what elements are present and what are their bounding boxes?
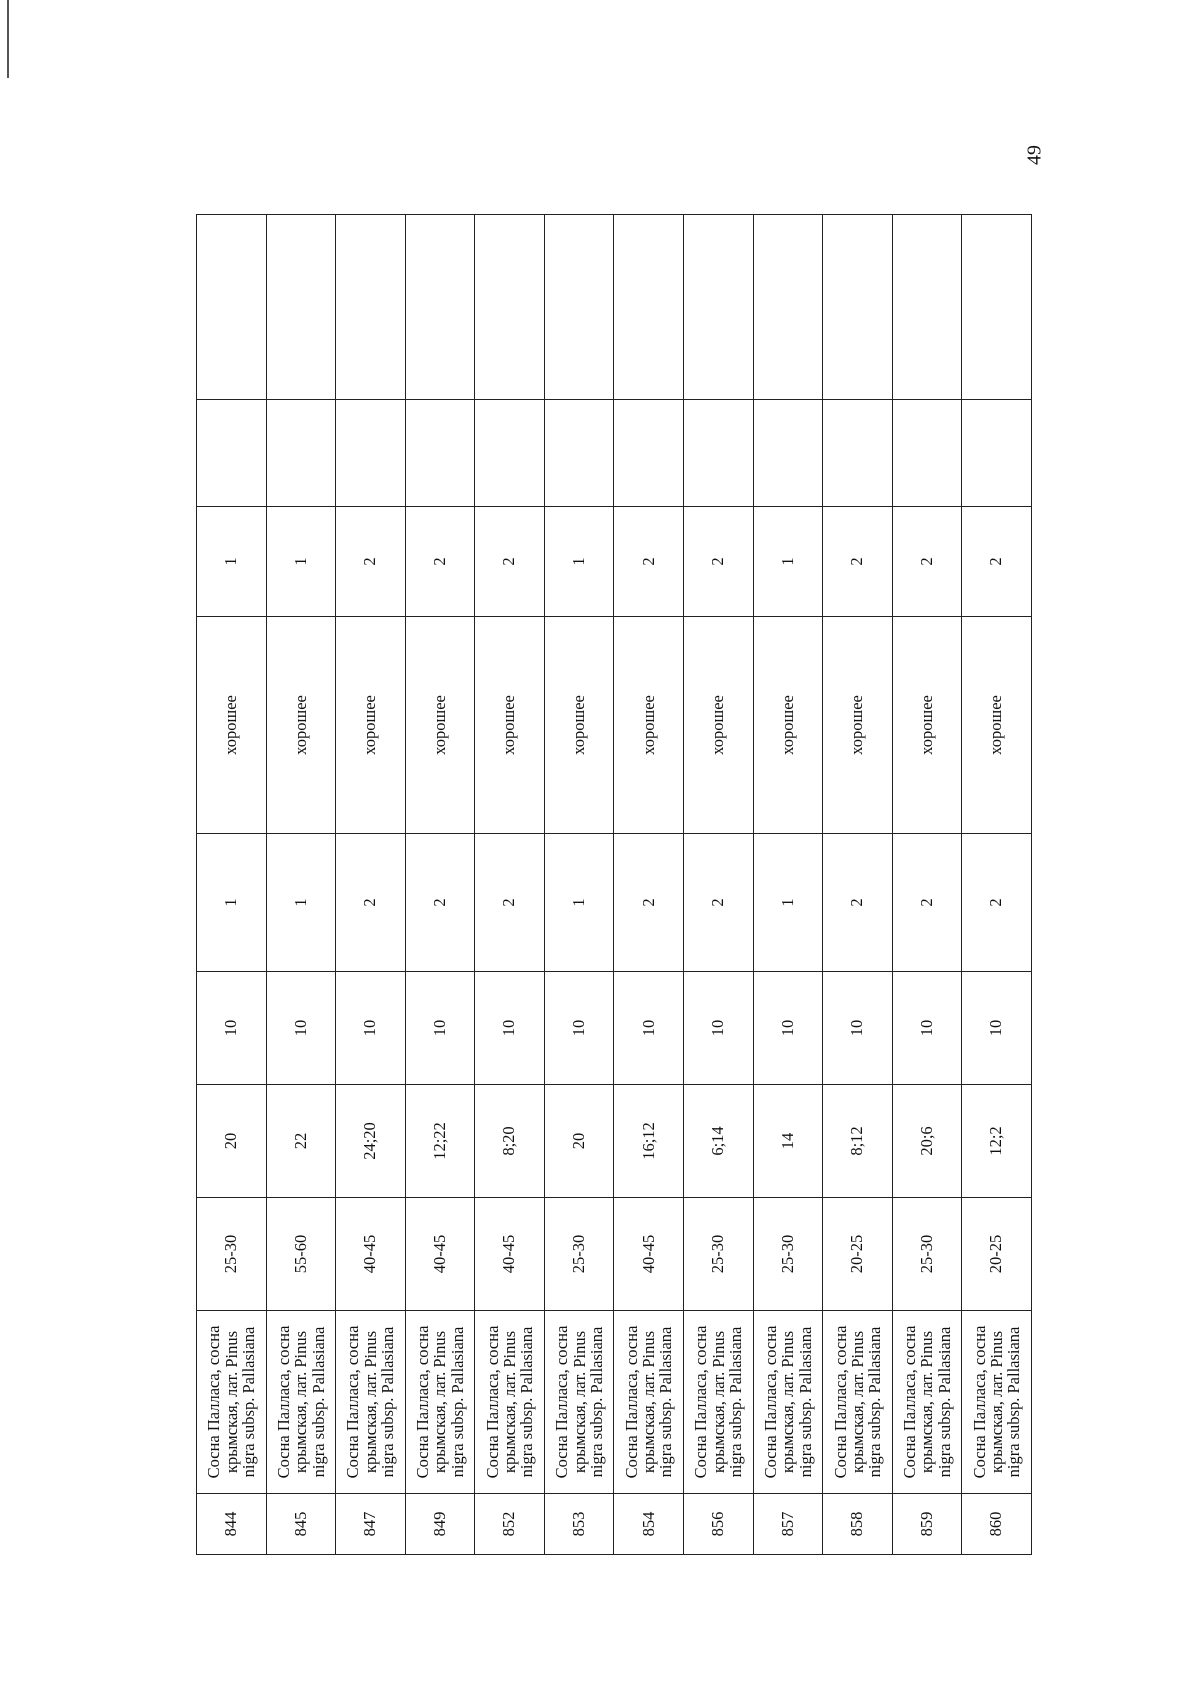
condition-cell: хорошее [336,617,406,834]
condition-cell: хорошее [544,617,614,834]
empty-cell [753,400,823,507]
scan-edge-mark [7,0,9,78]
diameter-cell: 14 [753,1085,823,1198]
count-cell: 2 [405,834,475,972]
empty-cell [684,400,754,507]
tree-number-cell: 853 [544,1494,614,1555]
empty-cell [962,400,1032,507]
count-secondary-cell: 2 [962,507,1032,617]
count-secondary-cell: 2 [336,507,406,617]
condition-cell: хорошее [823,617,893,834]
count-cell: 1 [266,834,336,972]
species-cell: Сосна Паллаcа, сосна крымская, лат. Pinus nigra subsp. Pallasiana [405,1311,475,1494]
count-secondary-cell: 2 [823,507,893,617]
empty-cell [266,400,336,507]
age-cell: 25-30 [684,1198,754,1311]
empty-cell [544,400,614,507]
table-row [197,215,267,1555]
diameter-cell: 24;20 [336,1085,406,1198]
table-row [892,215,962,1555]
empty-cell [475,215,545,400]
empty-cell [753,215,823,400]
empty-cell [892,400,962,507]
empty-cell [614,215,684,400]
diameter-cell: 8;20 [475,1085,545,1198]
age-cell: 40-45 [614,1198,684,1311]
diameter-cell: 12;22 [405,1085,475,1198]
tree-number-cell: 857 [753,1494,823,1555]
table-row [475,215,545,1555]
species-cell: Сосна Паллаcа, сосна крымская, лат. Pinus nigra subsp. Pallasiana [823,1311,893,1494]
age-cell: 25-30 [544,1198,614,1311]
diameter-cell: 12;2 [962,1085,1032,1198]
condition-cell: хорошее [753,617,823,834]
table-body [197,215,1032,1555]
count-secondary-cell: 1 [544,507,614,617]
count-secondary-cell: 1 [753,507,823,617]
species-cell: Сосна Паллаcа, сосна крымская, лат. Pinus nigra subsp. Pallasiana [197,1311,267,1494]
age-cell: 20-25 [962,1198,1032,1311]
count-cell: 1 [753,834,823,972]
tree-number-cell: 859 [892,1494,962,1555]
tree-number-cell: 858 [823,1494,893,1555]
count-cell: 2 [892,834,962,972]
table-row [962,215,1032,1555]
age-cell: 25-30 [197,1198,267,1311]
count-cell: 2 [962,834,1032,972]
diameter-cell: 6;14 [684,1085,754,1198]
species-cell: Сосна Паллаcа, сосна крымская, лат. Pinus nigra subsp. Pallasiana [892,1311,962,1494]
height-cell: 10 [197,972,267,1085]
count-secondary-cell: 2 [892,507,962,617]
diameter-cell: 20 [197,1085,267,1198]
height-cell: 10 [266,972,336,1085]
count-cell: 1 [197,834,267,972]
tree-number-cell: 849 [405,1494,475,1555]
condition-cell: хорошее [266,617,336,834]
empty-cell [197,400,267,507]
condition-cell: хорошее [197,617,267,834]
condition-cell: хорошее [614,617,684,834]
count-secondary-cell: 2 [405,507,475,617]
empty-cell [405,400,475,507]
species-cell: Сосна Паллаcа, сосна крымская, лат. Pinus nigra subsp. Pallasiana [614,1311,684,1494]
page-number [1025,138,1045,172]
count-cell: 2 [684,834,754,972]
age-cell: 40-45 [336,1198,406,1311]
condition-cell: хорошее [475,617,545,834]
count-secondary-cell: 2 [475,507,545,617]
tree-inventory-table [196,215,1032,1555]
diameter-cell: 8;12 [823,1085,893,1198]
height-cell: 10 [544,972,614,1085]
empty-cell [266,215,336,400]
empty-cell [336,215,406,400]
empty-cell [197,215,267,400]
condition-cell: хорошее [892,617,962,834]
table-row [684,215,754,1555]
tree-number-cell: 847 [336,1494,406,1555]
diameter-cell: 22 [266,1085,336,1198]
species-cell: Сосна Паллаcа, сосна крымская, лат. Pinus nigra subsp. Pallasiana [684,1311,754,1494]
tree-number-cell: 854 [614,1494,684,1555]
table-row [753,215,823,1555]
species-cell: Сосна Паллаcа, сосна крымская, лат. Pinus nigra subsp. Pallasiana [544,1311,614,1494]
height-cell: 10 [614,972,684,1085]
table-row [336,215,406,1555]
species-cell: Сосна Паллаcа, сосна крымская, лат. Pinus nigra subsp. Pallasiana [475,1311,545,1494]
count-secondary-cell: 2 [684,507,754,617]
tree-number-cell: 852 [475,1494,545,1555]
species-cell: Сосна Паллаcа, сосна крымская, лат. Pinus nigra subsp. Pallasiana [266,1311,336,1494]
table-row [614,215,684,1555]
age-cell: 25-30 [753,1198,823,1311]
height-cell: 10 [753,972,823,1085]
species-cell: Сосна Паллаcа, сосна крымская, лат. Pinus nigra subsp. Pallasiana [962,1311,1032,1494]
count-secondary-cell: 1 [266,507,336,617]
height-cell: 10 [823,972,893,1085]
count-cell: 2 [614,834,684,972]
empty-cell [336,400,406,507]
age-cell: 20-25 [823,1198,893,1311]
species-cell: Сосна Паллаcа, сосна крымская, лат. Pinus nigra subsp. Pallasiana [753,1311,823,1494]
empty-cell [892,215,962,400]
height-cell: 10 [962,972,1032,1085]
age-cell: 40-45 [475,1198,545,1311]
empty-cell [475,400,545,507]
table-row [405,215,475,1555]
tree-number-cell: 845 [266,1494,336,1555]
height-cell: 10 [892,972,962,1085]
count-secondary-cell: 2 [614,507,684,617]
height-cell: 10 [684,972,754,1085]
tree-number-cell: 860 [962,1494,1032,1555]
empty-cell [823,215,893,400]
count-cell: 1 [544,834,614,972]
empty-cell [823,400,893,507]
age-cell: 40-45 [405,1198,475,1311]
count-cell: 2 [475,834,545,972]
height-cell: 10 [475,972,545,1085]
count-secondary-cell: 1 [197,507,267,617]
age-cell: 55-60 [266,1198,336,1311]
empty-cell [962,215,1032,400]
diameter-cell: 20 [544,1085,614,1198]
diameter-cell: 20;6 [892,1085,962,1198]
species-cell: Сосна Паллаcа, сосна крымская, лат. Pinus nigra subsp. Pallasiana [336,1311,406,1494]
empty-cell [614,400,684,507]
count-cell: 2 [823,834,893,972]
table-row [823,215,893,1555]
table-row [266,215,336,1555]
count-cell: 2 [336,834,406,972]
empty-cell [405,215,475,400]
tree-number-cell: 856 [684,1494,754,1555]
age-cell: 25-30 [892,1198,962,1311]
inventory-table [196,214,1032,1555]
height-cell: 10 [405,972,475,1085]
height-cell: 10 [336,972,406,1085]
empty-cell [544,215,614,400]
page-number-text: 49 [1023,145,1046,165]
table-row [544,215,614,1555]
diameter-cell: 16;12 [614,1085,684,1198]
empty-cell [684,215,754,400]
condition-cell: хорошее [405,617,475,834]
condition-cell: хорошее [962,617,1032,834]
tree-number-cell: 844 [197,1494,267,1555]
condition-cell: хорошее [684,617,754,834]
